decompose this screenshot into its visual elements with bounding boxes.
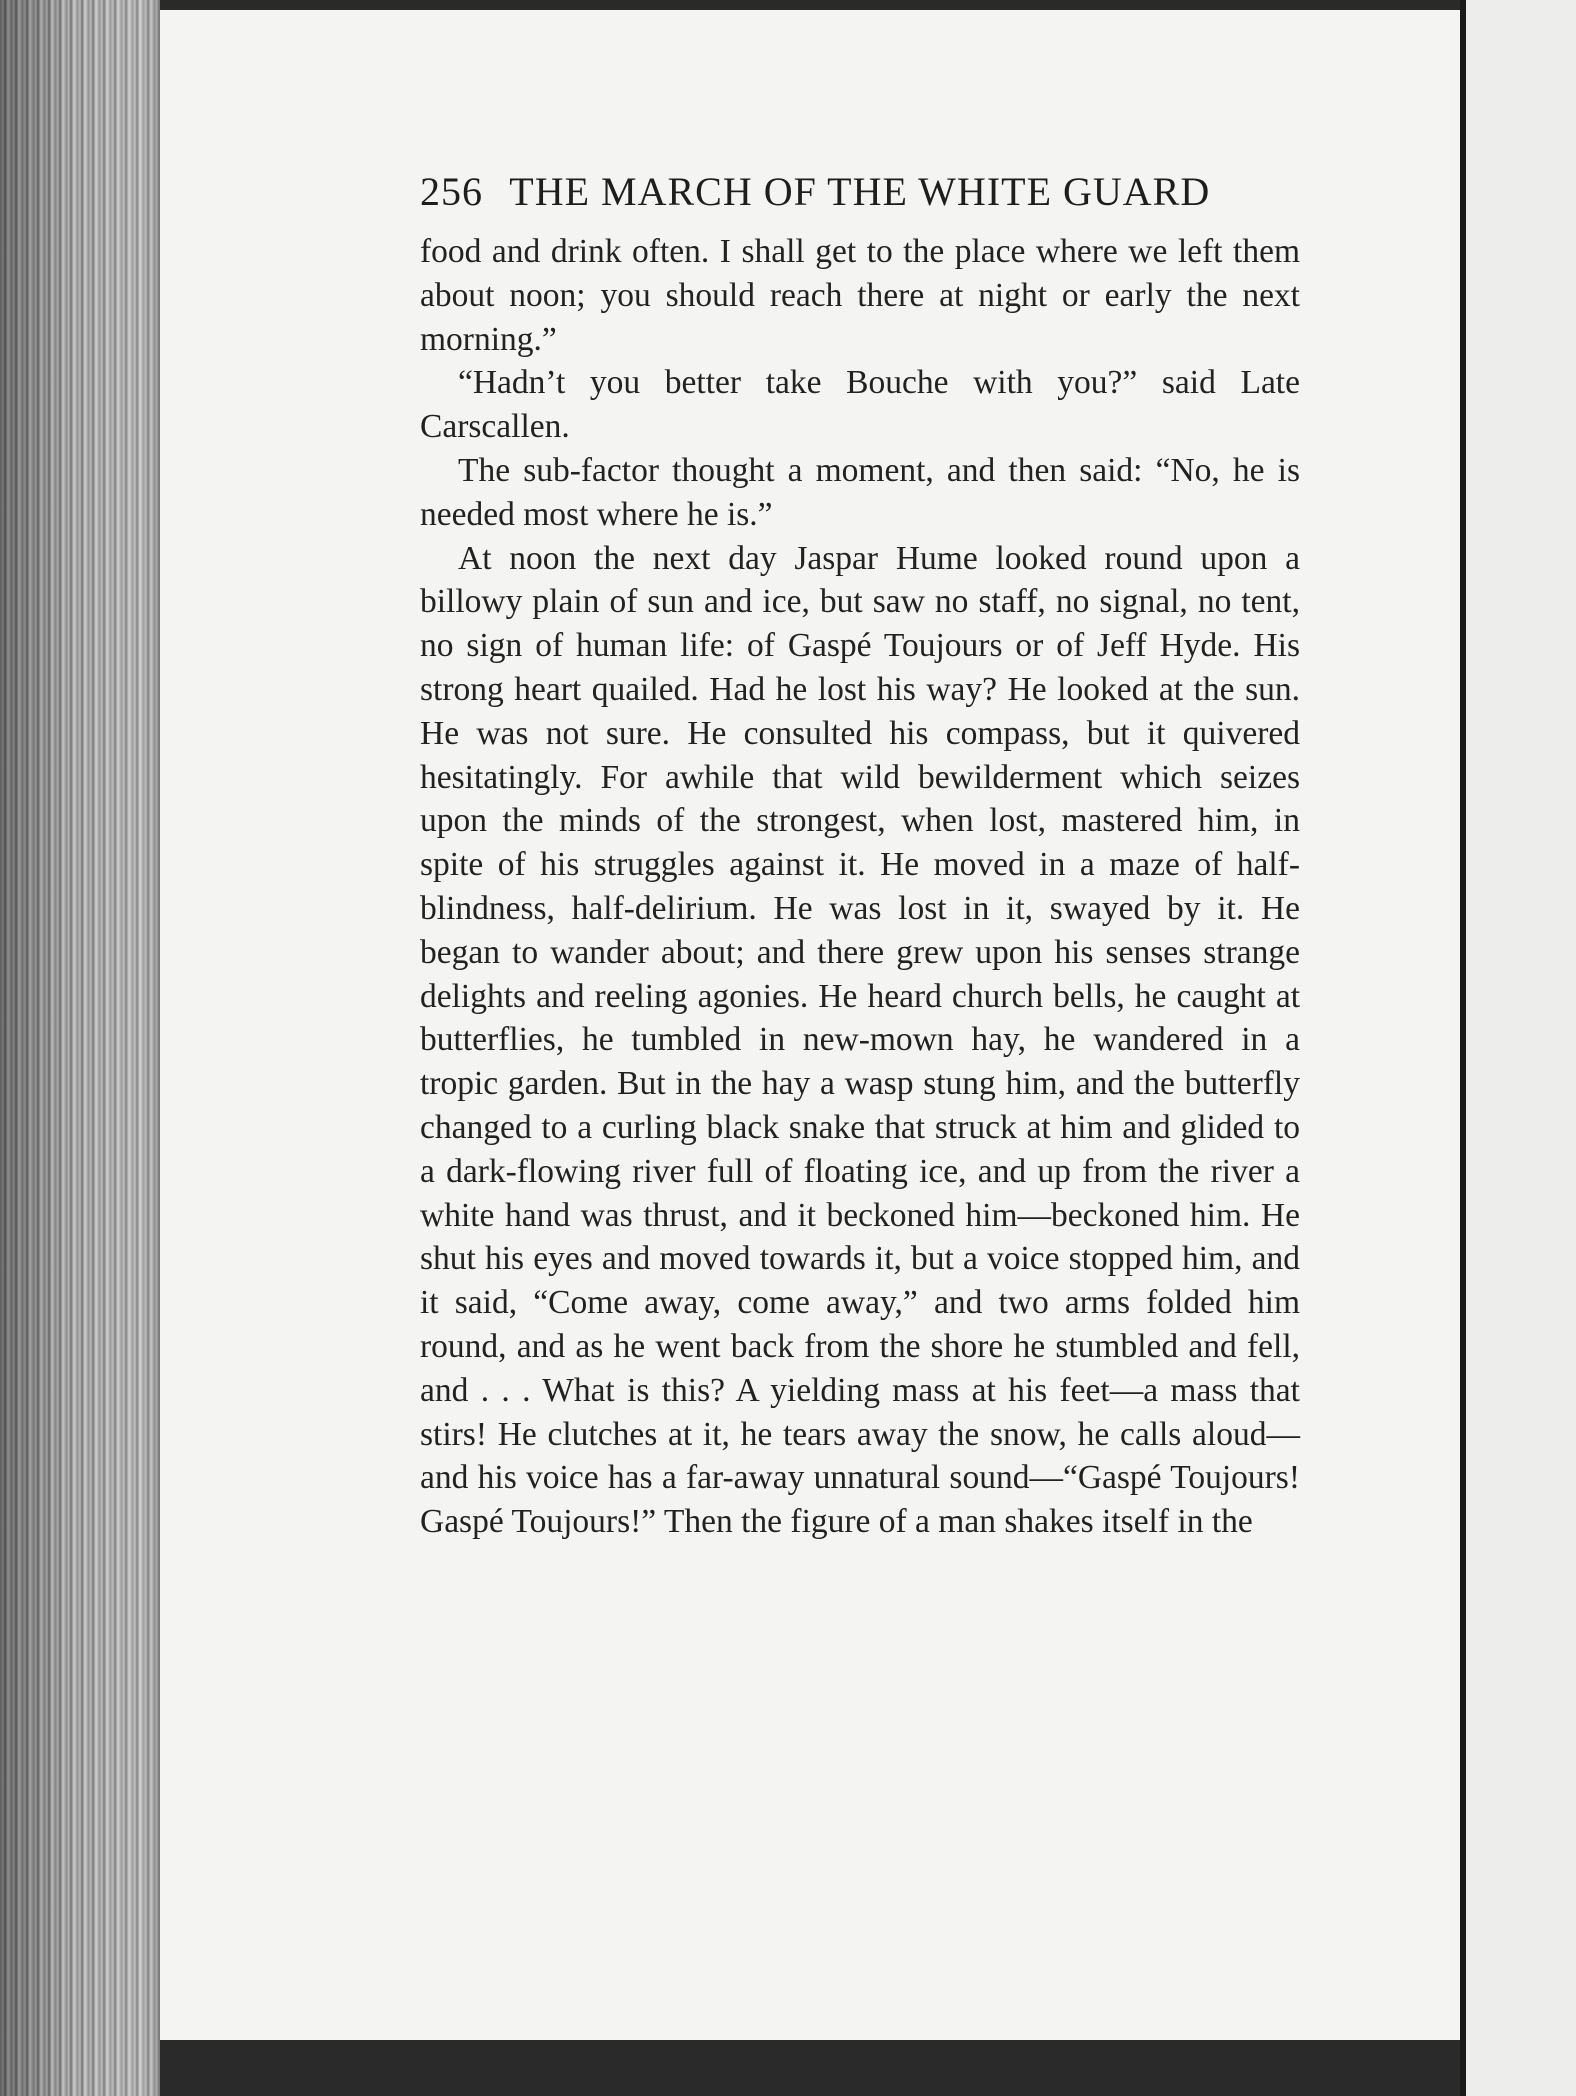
paragraph: food and drink often. I shall get to the place where we left them about noon; you should reach there at night or early the next morning.” — [420, 233, 1300, 358]
facing-page-margin — [1460, 0, 1576, 2096]
paragraph: At noon the next day Jaspar Hume looked round upon a billowy plain of sun and ice, but saw no staff, no signal, no tent, no sign of human life: of Gaspé Toujours or of Jeff Hyde. His strong heart quailed. Had he lost his way? He looked at the sun. He was not sure. He consulted his compass, but it quivered hesitatingly. For awhile that wild bewilderment which seizes upon the minds of the strongest, when lost, mastered him, in spite of his struggles against it. He moved in a maze of half-blindness, half-delirium. He was lost in it, swayed by it. He began to wander about; and there grew upon his senses strange delights and reeling agonies. He heard church bells, he caught at butterflies, he tumbled in new-mown hay, he wandered in a tropic garden. But in the hay a wasp stung him, and the butterfly changed to a curling black snake that struck at him and glided to a dark-flowing river full of floating ice, and up from the river a white hand was thrust, and it beckoned him—beckoned him. He shut his eyes and moved towards it, but a voice stopped him, and it said, “Come away, come away,” and two arms folded him round, and as he went back from the shore he stumbled and fell, and . . . What is this? A yielding mass at his feet—a mass that stirs! He clutches at it, he tears away the snow, he calls aloud—and his voice has a far-away unnatural sound—“Gaspé Toujours! Gaspé Toujours!” Then the figure of a man shakes itself in the — [420, 539, 1300, 1541]
body-text — [420, 230, 1300, 1544]
paragraph: The sub-factor thought a moment, and then said: “No, he is needed most where he is.” — [420, 451, 1300, 533]
running-title: THE MARCH OF THE WHITE GUARD — [509, 169, 1211, 214]
page-number: 256 — [420, 169, 483, 214]
scan-bottom-border — [160, 2040, 1460, 2096]
book-page-edges — [0, 0, 178, 2096]
paragraph: “Hadn’t you better take Bouche with you?” said Late Carscallen. — [420, 364, 1300, 446]
running-head — [420, 168, 1270, 215]
